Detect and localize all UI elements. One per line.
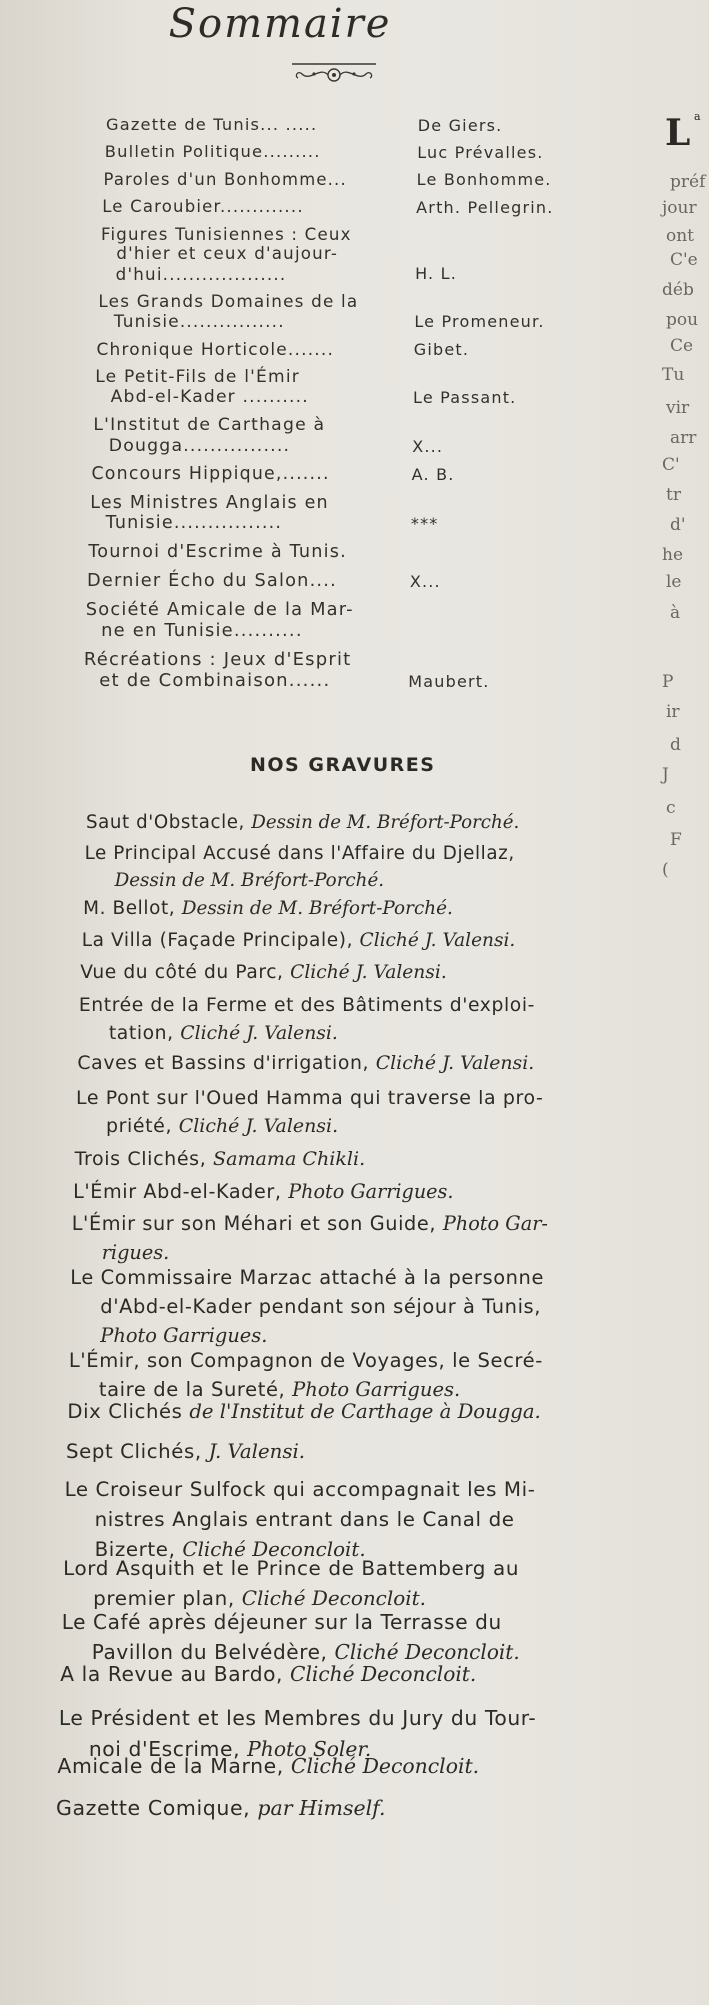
toc-entry-line: L'Institut de Carthage à xyxy=(93,415,326,436)
gravure-credit: Photo Gar- xyxy=(442,1212,548,1235)
right-column-fragment: F xyxy=(670,830,682,850)
gravure-title: Lord Asquith et le Prince de Battemberg au xyxy=(63,1556,520,1580)
toc-entry-line: Tunisie................ xyxy=(105,513,283,534)
gravure-title: L'Émir, son Compagnon de Voyages, le Secré- xyxy=(68,1349,543,1372)
gravure-line xyxy=(56,1796,386,1820)
right-column-fragment: vir xyxy=(666,398,690,418)
gravure-credit: Photo Soler. xyxy=(247,1736,372,1761)
right-column-fragment: c xyxy=(666,798,676,818)
gravure-title: Caves et Bassins d'irrigation, xyxy=(77,1053,376,1074)
gravure-credit: Cliché J. Valensi. xyxy=(375,1053,535,1074)
right-column-fragment: déb xyxy=(662,280,694,300)
toc-entry-line: Paroles d'un Bonhomme... xyxy=(103,169,347,189)
gravure-title: Le Principal Accusé dans l'Affaire du Djellaz, xyxy=(84,843,515,864)
gravure-title: Gazette Comique, xyxy=(56,1796,258,1820)
gravure-title: nistres Anglais entrant dans le Canal de xyxy=(94,1507,515,1531)
gravure-line xyxy=(109,1023,338,1044)
right-column-fragment: a xyxy=(694,110,701,123)
toc-entry-author: Luc Prévalles. xyxy=(417,143,544,163)
gravure-credit: Cliché Deconcloit. xyxy=(290,1662,477,1686)
gravure-line xyxy=(115,870,385,891)
gravure-line xyxy=(92,1640,520,1664)
gravure-title: priété, xyxy=(106,1115,179,1138)
gravure-credit: rigues. xyxy=(101,1240,170,1264)
gravure-credit: Dessin de M. Bréfort-Porché. xyxy=(251,812,520,833)
gravure-line xyxy=(95,1508,515,1531)
toc-entry-line: Le Caroubier............. xyxy=(102,196,304,216)
right-column-fragment: ir xyxy=(666,702,680,722)
gravure-line xyxy=(93,1586,426,1610)
gravure-title: Vue du côté du Parc, xyxy=(80,962,291,983)
right-column-text xyxy=(650,0,709,2005)
toc-entry-line: Dernier Écho du Salon.... xyxy=(87,570,337,591)
gravure-title: tation, xyxy=(108,1022,181,1044)
gravure-credit: Photo Garrigues. xyxy=(288,1180,454,1203)
gravure-title: A la Revue au Bardo, xyxy=(60,1662,291,1686)
gravure-line xyxy=(99,1378,460,1401)
gravure-line xyxy=(100,1324,267,1347)
gravure-credit: Cliché Deconcloit. xyxy=(334,1640,520,1665)
gravure-title: noi d'Escrime, xyxy=(88,1736,248,1761)
toc-entry-line: d'hui................... xyxy=(115,263,287,284)
gravure-line xyxy=(80,962,446,983)
toc-entry-line: Bulletin Politique......... xyxy=(104,142,321,162)
gravure-credit: Samama Chikli. xyxy=(213,1148,366,1170)
right-column-fragment: C' xyxy=(662,455,680,475)
gravure-line xyxy=(59,1706,537,1730)
right-column-fragment: P xyxy=(662,672,674,692)
gravure-credit: Cliché J. Valensi. xyxy=(359,930,516,951)
toc-entry-author: *** xyxy=(410,514,439,534)
toc-entry-author: A. B. xyxy=(411,465,455,485)
gravure-line xyxy=(76,1087,543,1109)
right-column-fragment: ont xyxy=(666,226,695,246)
toc-entry-line: Tunisie................ xyxy=(113,311,285,332)
gravure-credit: Cliché J. Valensi. xyxy=(290,962,447,983)
right-column-fragment: Tu xyxy=(662,365,685,385)
toc-entry-line: Société Amicale de la Mar- xyxy=(85,598,354,620)
right-column-fragment: he xyxy=(662,545,684,565)
gravure-title: La Villa (Façade Principale), xyxy=(81,930,360,951)
gravure-line xyxy=(69,1349,543,1372)
right-column-fragment: jour xyxy=(662,198,697,218)
gravure-credit: Photo Garrigues. xyxy=(292,1378,461,1402)
toc-entry-line: Figures Tunisiennes : Ceux xyxy=(100,224,352,244)
gravure-title: Pavillon du Belvédère, xyxy=(91,1640,335,1665)
toc-entry-author: Maubert. xyxy=(408,671,490,691)
gravure-credit: Dessin de M. Bréfort-Porché. xyxy=(181,898,453,919)
right-column-fragment: L xyxy=(665,112,691,154)
toc-entry-line: Chronique Horticole....... xyxy=(96,339,335,360)
toc-entry-line: Dougga................ xyxy=(108,435,291,456)
gravure-title: Sept Clichés, xyxy=(66,1440,209,1463)
gravure-title: Dix Clichés xyxy=(67,1400,190,1423)
gravure-title: Bizerte, xyxy=(94,1537,183,1561)
gravure-title: Le Président et les Membres du Jury du Tour- xyxy=(58,1706,537,1730)
gravure-credit: Photo Garrigues. xyxy=(100,1324,268,1348)
gravure-title: d'Abd-el-Kader pendant son séjour à Tunis, xyxy=(100,1295,542,1319)
ornament-divider xyxy=(290,58,378,88)
gravure-line xyxy=(70,1266,544,1289)
toc-entry-author: Le Bonhomme. xyxy=(416,170,552,190)
gravure-line xyxy=(75,1148,366,1170)
gravure-line xyxy=(63,1556,519,1580)
toc-entry-line: ne en Tunisie.......... xyxy=(101,619,303,641)
gravure-line xyxy=(82,930,516,951)
gravure-title: Entrée de la Ferme et des Bâtiments d'exploi- xyxy=(78,995,535,1016)
right-column-fragment: ( xyxy=(662,860,669,880)
toc-entry-author: Le Promeneur. xyxy=(414,312,545,331)
gravure-title: Le Café après déjeuner sur la Terrasse du xyxy=(61,1610,502,1634)
gravure-title: premier plan, xyxy=(93,1586,242,1611)
toc-entry-author: H. L. xyxy=(415,264,458,284)
gravure-title: Le Croiseur Sulfock qui accompagnait les Mi- xyxy=(64,1478,536,1501)
toc-entry-line: Concours Hippique,....... xyxy=(91,464,330,485)
right-column-fragment: d' xyxy=(670,515,686,535)
gravure-credit: de l'Institut de Carthage à Dougga. xyxy=(189,1400,541,1423)
gravure-line xyxy=(79,995,535,1016)
gravure-credit: Cliché Deconcloit. xyxy=(182,1537,366,1561)
right-column-fragment: pou xyxy=(666,310,699,330)
gravure-credit: Dessin de M. Bréfort-Porché. xyxy=(114,870,385,892)
toc-entry-line: Gazette de Tunis... ..... xyxy=(106,115,318,134)
toc-entry-line: Récréations : Jeux d'Esprit xyxy=(83,648,352,670)
gravure-line xyxy=(77,1053,534,1074)
gravure-line xyxy=(73,1180,453,1203)
toc-entry-author: X... xyxy=(409,571,441,591)
gravure-line xyxy=(102,1241,170,1264)
gravure-line xyxy=(72,1212,548,1235)
gravure-line xyxy=(106,1115,338,1137)
gravure-line xyxy=(100,1295,541,1318)
gravure-line xyxy=(65,1478,536,1501)
gravure-credit: J. Valensi. xyxy=(208,1440,306,1463)
gravure-credit: par Himself. xyxy=(257,1796,386,1820)
gravures-section-title: NOS GRAVURES xyxy=(250,754,436,776)
toc-entry-author: X... xyxy=(412,436,444,456)
toc-entry-line: Les Ministres Anglais en xyxy=(90,492,329,513)
gravure-line xyxy=(85,843,515,864)
gravure-credit: Cliché Deconcloit. xyxy=(241,1586,426,1611)
gravure-title: Trois Clichés, xyxy=(74,1148,214,1170)
gravure-line xyxy=(67,1400,540,1423)
gravure-title: Le Commissaire Marzac attaché à la personne xyxy=(70,1266,544,1289)
gravure-line xyxy=(83,898,453,919)
gravure-title: Amicale de la Marne, xyxy=(57,1754,291,1778)
toc-entry-line: Tournoi d'Escrime à Tunis. xyxy=(88,541,347,562)
gravure-credit: Cliché J. Valensi. xyxy=(178,1115,339,1138)
toc-entry-line: Les Grands Domaines de la xyxy=(98,291,359,312)
toc-entry-line: et de Combinaison...... xyxy=(99,670,331,692)
toc-entry-author: Le Passant. xyxy=(413,388,517,408)
gravure-line xyxy=(62,1610,502,1634)
gravure-line xyxy=(57,1754,479,1778)
gravure-title: taire de la Sureté, xyxy=(98,1378,293,1402)
toc-entry-author: Arth. Pellegrin. xyxy=(416,197,554,217)
gravure-line xyxy=(86,812,519,833)
toc-entry-line: d'hier et ceux d'aujour- xyxy=(116,244,339,263)
right-column-fragment: arr xyxy=(670,428,697,448)
right-column-fragment: préf xyxy=(670,172,706,192)
toc-entry-line: Abd-el-Kader .......... xyxy=(110,387,309,408)
gravure-title: L'Émir sur son Méhari et son Guide, xyxy=(71,1212,443,1235)
right-column-fragment: à xyxy=(670,603,681,623)
page-title: Sommaire xyxy=(168,1,392,47)
toc-entry-author: De Giers. xyxy=(417,115,503,135)
gravure-credit: Cliché J. Valensi. xyxy=(180,1022,338,1044)
right-column-fragment: Ce xyxy=(670,336,694,356)
right-column-fragment: le xyxy=(666,572,682,592)
gravure-title: Le Pont sur l'Oued Hamma qui traverse la pro- xyxy=(76,1087,544,1109)
right-column-fragment: tr xyxy=(666,485,681,505)
gravure-line xyxy=(66,1440,305,1463)
toc-entry-author: Gibet. xyxy=(413,339,470,359)
gravure-title: M. Bellot, xyxy=(83,898,182,919)
gravure-credit: Cliché Deconcloit. xyxy=(290,1754,480,1778)
gravure-title: L'Émir Abd-el-Kader, xyxy=(73,1180,289,1203)
right-column-fragment: C'e xyxy=(670,250,698,270)
toc-entry-line: Le Petit-Fils de l'Émir xyxy=(95,367,300,388)
gravure-title: Saut d'Obstacle, xyxy=(86,812,252,833)
right-column-fragment: J xyxy=(662,765,669,785)
gravure-line xyxy=(60,1662,476,1686)
right-column-fragment: d xyxy=(670,735,681,755)
